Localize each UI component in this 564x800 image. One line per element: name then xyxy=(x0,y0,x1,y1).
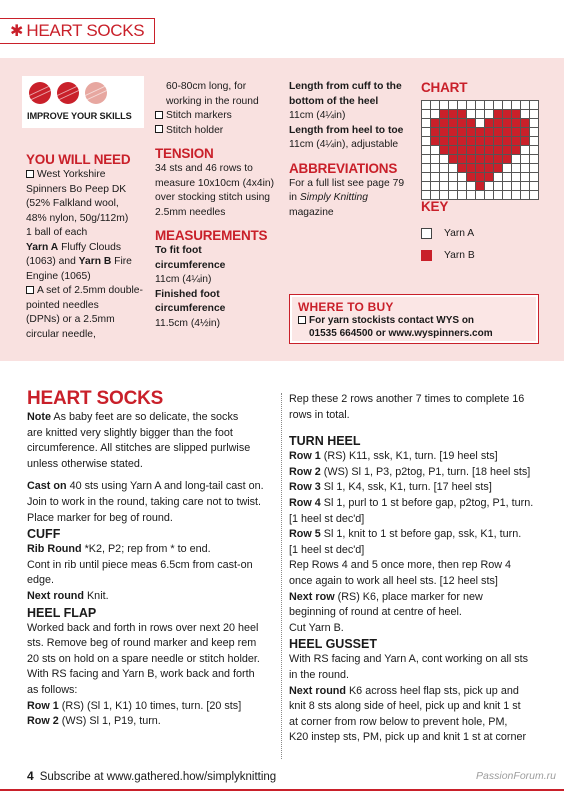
chart-cell xyxy=(476,119,485,128)
chart-cell xyxy=(530,155,539,164)
yarn-b-label: Yarn B xyxy=(78,256,112,267)
subscribe-link[interactable]: Subscribe at www.gathered.how/simplyknitting xyxy=(39,771,277,783)
text-line: Engine (1065) xyxy=(26,270,91,282)
chart-cell xyxy=(440,155,449,164)
text-line: Fire xyxy=(111,256,132,267)
chart-cell xyxy=(467,164,476,173)
text-line: (DPNs) or a 2.5mm xyxy=(26,314,115,325)
text-line: For a full list see page 79 xyxy=(289,177,405,189)
chart-cell xyxy=(485,191,494,200)
improve-skills-label: IMPROVE YOUR SKILLS xyxy=(27,111,132,121)
text-line: 1 ball of each xyxy=(26,227,88,238)
text-line: circumference xyxy=(155,303,226,314)
chart-cell xyxy=(458,128,467,137)
text-line: rows in total. xyxy=(289,408,350,421)
text-line: With RS facing and Yarn A, cont working on all sts xyxy=(289,653,529,666)
cast-on-label: Cast on xyxy=(27,480,67,493)
chart-cell xyxy=(521,155,530,164)
key-heading: KEY xyxy=(421,199,449,214)
info-panel xyxy=(0,58,564,361)
chart-cell xyxy=(449,155,458,164)
text-line: Sl 1, K4, ssk, K1, turn. [17 heel sts] xyxy=(320,481,492,494)
section-title: HEART SOCKS xyxy=(26,21,145,40)
chart-cell xyxy=(485,155,494,164)
key-label: Yarn A xyxy=(444,228,475,239)
chart-cell xyxy=(512,101,521,110)
where-to-buy-heading: WHERE TO BUY xyxy=(298,300,394,314)
chart-cell xyxy=(503,155,512,164)
chart-cell xyxy=(485,110,494,119)
chart-cell xyxy=(476,155,485,164)
chart-cell xyxy=(521,146,530,155)
text-line: (RS) K11, ssk, K1, turn. [19 heel sts] xyxy=(320,450,498,463)
text-line: Spinners Bo Peep DK xyxy=(26,183,127,195)
chart-cell xyxy=(494,191,503,200)
chart-cell xyxy=(458,119,467,128)
chart-cell xyxy=(422,137,431,146)
chart-cell xyxy=(476,137,485,146)
checkbox-icon xyxy=(155,125,163,133)
chart-cell xyxy=(422,182,431,191)
chart-cell xyxy=(431,173,440,182)
yarn-a-label: Yarn A xyxy=(26,241,59,253)
text-line: Cont in rib until piece meas 6.5cm from cast-on xyxy=(27,558,253,571)
chart-cell xyxy=(530,137,539,146)
text-line: Stitch holder xyxy=(166,124,224,136)
chart-cell xyxy=(449,128,458,137)
text-line: *K2, P2; rep from * to end. xyxy=(81,543,211,556)
checkbox-icon xyxy=(155,111,163,119)
text-line: (RS) (Sl 1, K1) 10 times, turn. [20 sts] xyxy=(58,699,242,712)
chart-cell xyxy=(494,182,503,191)
chart-cell xyxy=(521,191,530,200)
rib-round-label: Rib Round xyxy=(27,543,82,556)
text-line: K6 across heel flap sts, pick up and xyxy=(345,684,519,697)
yarn-ball-icon xyxy=(29,82,51,104)
text-line: 20 sts on hold on a spare needle or stitch holder. xyxy=(27,652,260,665)
chart-cell xyxy=(449,110,458,119)
chart-cell xyxy=(521,119,530,128)
checkbox-icon xyxy=(298,316,306,324)
chart-cell xyxy=(494,164,503,173)
chart-cell xyxy=(503,146,512,155)
page-number: 4 xyxy=(27,769,34,783)
chart-cell xyxy=(449,119,458,128)
chart-cell xyxy=(467,173,476,182)
row-label: Row 3 xyxy=(289,481,321,494)
chart-cell xyxy=(494,110,503,119)
text-line: 2.5mm needles xyxy=(155,206,226,218)
chart-cell xyxy=(467,110,476,119)
chart-cell xyxy=(530,191,539,200)
chart-cell xyxy=(512,137,521,146)
chart-cell xyxy=(476,164,485,173)
chart-cell xyxy=(503,191,512,200)
chart-cell xyxy=(512,164,521,173)
chart-cell xyxy=(521,101,530,110)
chart-cell xyxy=(476,173,485,182)
chart-cell xyxy=(530,164,539,173)
text-line: Stitch markers xyxy=(166,110,232,121)
text-line: (1063) and xyxy=(26,256,79,267)
chart-cell xyxy=(440,137,449,146)
text-line: knit 8 sts along side of heel, pick up and knit 1 st xyxy=(289,700,521,713)
chart-cell xyxy=(503,164,512,173)
chart-cell xyxy=(422,155,431,164)
text-line: As baby feet are so delicate, the socks xyxy=(51,411,239,423)
text-line: bottom of the heel xyxy=(289,95,379,107)
text-line: Rep Rows 4 and 5 once more, then rep Row 4 xyxy=(289,559,512,572)
chart-cell xyxy=(449,173,458,182)
measurements-heading: MEASUREMENTS xyxy=(155,228,268,243)
row-label: Row 2 xyxy=(289,465,321,478)
chart-cell xyxy=(422,164,431,173)
text-line: [1 heel st dec'd] xyxy=(289,512,365,525)
chart-cell xyxy=(467,137,476,146)
chart-cell xyxy=(440,182,449,191)
checkbox-icon xyxy=(26,170,34,178)
text-line: K20 instep sts, PM, pick up and knit 1 st at corner xyxy=(289,731,527,744)
chart-cell xyxy=(485,128,494,137)
chart-cell xyxy=(431,146,440,155)
chart-cell xyxy=(440,146,449,155)
yarn-ball-icon xyxy=(85,82,107,104)
text-line: in xyxy=(289,192,300,203)
chart-cell xyxy=(476,101,485,110)
text-line: Finished foot xyxy=(155,288,220,300)
text-line: at corner from row below to prevent hole, PM, xyxy=(289,715,508,728)
text-line: West Yorkshire xyxy=(37,169,106,180)
yarn-ball-icon xyxy=(57,82,79,104)
chart-cell xyxy=(530,182,539,191)
chart-cell xyxy=(512,110,521,119)
chart-cell xyxy=(494,146,503,155)
chart-cell xyxy=(467,128,476,137)
text-line: For yarn stockists contact WYS on xyxy=(309,315,475,326)
text-line: 48% nylon, 50g/112m) xyxy=(26,212,129,224)
chart-cell xyxy=(530,173,539,182)
chart-cell xyxy=(440,119,449,128)
chart-cell xyxy=(476,182,485,191)
text-line: in the round. xyxy=(289,668,350,681)
chart-cell xyxy=(494,173,503,182)
heart-chart-grid xyxy=(421,100,539,200)
magazine-name: Simply Knitting xyxy=(299,192,368,203)
text-line: To fit foot xyxy=(155,245,202,256)
chart-cell xyxy=(458,164,467,173)
row-label: Row 4 xyxy=(289,496,321,509)
chart-cell xyxy=(422,173,431,182)
text-line: (WS) Sl 1, P3, p2tog, P1, turn. [18 heel sts] xyxy=(320,465,531,478)
star-icon: ✱ xyxy=(10,23,24,40)
text-line: 11.5cm (4½in) xyxy=(155,317,221,329)
where-to-buy-box xyxy=(289,294,539,344)
chart-cell xyxy=(521,173,530,182)
chart-cell xyxy=(521,137,530,146)
chart-cell xyxy=(512,191,521,200)
chart-cell xyxy=(467,182,476,191)
footer-rule xyxy=(0,789,564,791)
chart-cell xyxy=(449,146,458,155)
text-line: Sl 1, knit to 1 st before gap, ssk, K1, turn. xyxy=(320,528,522,541)
chart-cell xyxy=(494,137,503,146)
text-line: 60-80cm long, for xyxy=(166,81,247,92)
you-will-need-section xyxy=(26,152,154,342)
chart-cell xyxy=(440,164,449,173)
chart-cell xyxy=(485,137,494,146)
chart-cell xyxy=(485,146,494,155)
text-line: circular needle, xyxy=(26,328,96,340)
chart-cell xyxy=(503,110,512,119)
text-line: 01535 664500 or www.wyspinners.com xyxy=(309,328,493,339)
chart-cell xyxy=(503,173,512,182)
chart-cell xyxy=(530,128,539,137)
text-line: Cut Yarn B. xyxy=(289,621,344,634)
chart-cell xyxy=(512,119,521,128)
chart-cell xyxy=(476,110,485,119)
text-line: Worked back and forth in rows over next 20 heel xyxy=(27,621,259,634)
chart-cell xyxy=(530,146,539,155)
chart-cell xyxy=(440,101,449,110)
chart-cell xyxy=(422,101,431,110)
chart-cell xyxy=(530,119,539,128)
checkbox-icon xyxy=(26,286,34,294)
chart-cell xyxy=(512,146,521,155)
chart-cell xyxy=(521,164,530,173)
chart-cell xyxy=(494,101,503,110)
next-row-label: Next row xyxy=(289,590,335,603)
text-line: measure 10x10cm (4x4in) xyxy=(155,177,275,189)
section-header xyxy=(0,18,155,44)
chart-cell xyxy=(449,137,458,146)
chart-cell xyxy=(422,128,431,137)
chart-cell xyxy=(431,110,440,119)
text-line: (RS) K6, place marker for new xyxy=(334,590,483,603)
chart-cell xyxy=(467,191,476,200)
column-divider xyxy=(281,393,282,759)
chart-heading-wrap xyxy=(421,80,467,96)
chart-cell xyxy=(503,137,512,146)
heel-gusset-heading: HEEL GUSSET xyxy=(289,637,377,652)
text-line: Join to work in the round, taking care not to twist. xyxy=(27,495,262,508)
chart-cell xyxy=(431,155,440,164)
chart-cell xyxy=(467,155,476,164)
text-line: sts. Remove beg of round marker and keep rem xyxy=(27,637,257,650)
text-line: Fluffy Clouds xyxy=(58,241,122,253)
chart-cell xyxy=(521,110,530,119)
chart-cell xyxy=(485,101,494,110)
key-yarn-b xyxy=(421,250,475,261)
text-line: 11cm (4¼in) xyxy=(289,110,346,121)
yarn-b-swatch xyxy=(421,250,432,261)
chart-cell xyxy=(458,182,467,191)
next-round-label: Next round xyxy=(27,589,84,602)
page-footer xyxy=(27,769,276,783)
text-line: Sl 1, purl to 1 st before gap, p2tog, P1, turn. xyxy=(320,496,534,509)
cuff-heading: CUFF xyxy=(27,527,61,542)
chart-cell xyxy=(485,164,494,173)
pattern-right-column xyxy=(289,392,549,746)
chart-cell xyxy=(467,101,476,110)
chart-cell xyxy=(449,164,458,173)
text-line: circumference xyxy=(155,259,226,271)
text-line: over stocking stitch using xyxy=(155,192,271,203)
chart-cell xyxy=(422,119,431,128)
text-line: (WS) Sl 1, P19, turn. xyxy=(58,715,161,728)
you-will-need-heading: YOU WILL NEED xyxy=(26,152,131,167)
text-line: edge. xyxy=(27,574,55,587)
chart-cell xyxy=(476,191,485,200)
column-2 xyxy=(155,80,287,331)
chart-cell xyxy=(458,110,467,119)
chart-cell xyxy=(449,101,458,110)
chart-cell xyxy=(422,110,431,119)
turn-heel-heading: TURN HEEL xyxy=(289,434,361,449)
text-line: pointed needles xyxy=(26,299,99,311)
chart-cell xyxy=(521,128,530,137)
chart-cell xyxy=(431,119,440,128)
text-line: beginning of round at centre of heel. xyxy=(289,606,462,619)
text-line: unless otherwise stated. xyxy=(27,457,143,470)
chart-cell xyxy=(458,191,467,200)
chart-cell xyxy=(458,146,467,155)
row-label: Row 2 xyxy=(27,715,59,728)
text-line: as follows: xyxy=(27,683,78,696)
chart-cell xyxy=(467,119,476,128)
watermark: PassionForum.ru xyxy=(476,770,556,782)
chart-cell xyxy=(422,146,431,155)
tension-heading: TENSION xyxy=(155,146,214,161)
chart-cell xyxy=(458,155,467,164)
pattern-left-column xyxy=(27,388,277,730)
chart-cell xyxy=(494,119,503,128)
chart-cell xyxy=(503,101,512,110)
chart-cell xyxy=(431,164,440,173)
yarn-a-swatch xyxy=(421,228,432,239)
chart-cell xyxy=(440,128,449,137)
chart-cell xyxy=(521,182,530,191)
chart-cell xyxy=(494,128,503,137)
chart-cell xyxy=(512,155,521,164)
chart-cell xyxy=(431,101,440,110)
text-line: Rep these 2 rows another 7 times to complete 16 xyxy=(289,393,525,405)
text-line: circumference. All stitches are slipped purlwise xyxy=(27,442,251,455)
note-label: Note xyxy=(27,411,51,423)
row-label: Row 5 xyxy=(289,528,321,541)
chart-cell xyxy=(485,182,494,191)
improve-skills-badge xyxy=(22,76,144,128)
text-line: Length from heel to toe xyxy=(289,124,404,136)
text-line: are knitted very slightly bigger than the foot xyxy=(27,426,233,439)
chart-cell xyxy=(503,182,512,191)
key-label: Yarn B xyxy=(444,250,475,261)
skill-level-icons xyxy=(29,82,107,104)
text-line: With RS facing and Yarn B, work back and forth xyxy=(27,668,255,681)
text-line: Knit. xyxy=(83,589,109,602)
text-line: 34 sts and 46 rows to xyxy=(155,163,253,174)
text-line: 40 sts using Yarn A and long-tail cast on. xyxy=(66,480,264,493)
row-label: Row 1 xyxy=(27,699,59,712)
pattern-title: HEART SOCKS xyxy=(27,388,164,409)
chart-cell xyxy=(431,128,440,137)
chart-cell xyxy=(530,101,539,110)
key-yarn-a xyxy=(421,228,474,239)
chart-cell xyxy=(530,110,539,119)
chart-cell xyxy=(467,146,476,155)
text-line: [1 heel st dec'd] xyxy=(289,543,365,556)
chart-cell xyxy=(512,173,521,182)
chart-cell xyxy=(476,128,485,137)
heel-flap-heading: HEEL FLAP xyxy=(27,605,97,620)
chart-cell xyxy=(431,182,440,191)
chart-cell xyxy=(431,137,440,146)
chart-cell xyxy=(512,128,521,137)
chart-cell xyxy=(485,173,494,182)
chart-cell xyxy=(449,182,458,191)
chart-cell xyxy=(458,173,467,182)
chart-cell xyxy=(494,155,503,164)
text-line: working in the round xyxy=(166,95,259,107)
chart-cell xyxy=(440,110,449,119)
chart-cell xyxy=(485,119,494,128)
text-line: A set of 2.5mm double- xyxy=(37,285,143,296)
chart-cell xyxy=(440,173,449,182)
chart-cell xyxy=(512,182,521,191)
text-line: Place marker for beg of round. xyxy=(27,511,173,524)
abbreviations-heading: ABBREVIATIONS xyxy=(289,160,398,176)
chart-cell xyxy=(458,137,467,146)
chart-cell xyxy=(503,128,512,137)
chart-cell xyxy=(503,119,512,128)
text-line: (52% Falkland wool, xyxy=(26,198,119,209)
text-line: 11cm (4¼in) xyxy=(155,274,212,285)
key-heading-wrap xyxy=(421,199,448,215)
text-line: once again to work all heel sts. [12 heel sts] xyxy=(289,574,498,587)
chart-cell xyxy=(449,191,458,200)
row-label: Row 1 xyxy=(289,450,321,463)
text-line: magazine xyxy=(289,206,334,218)
chart-cell xyxy=(476,146,485,155)
text-line: 11cm (4¼in), adjustable xyxy=(289,139,399,150)
chart-cell xyxy=(458,101,467,110)
text-line: Length from cuff to the xyxy=(289,81,402,92)
chart-heading: CHART xyxy=(421,80,468,95)
next-round-label: Next round xyxy=(289,684,346,697)
column-3 xyxy=(289,80,415,220)
